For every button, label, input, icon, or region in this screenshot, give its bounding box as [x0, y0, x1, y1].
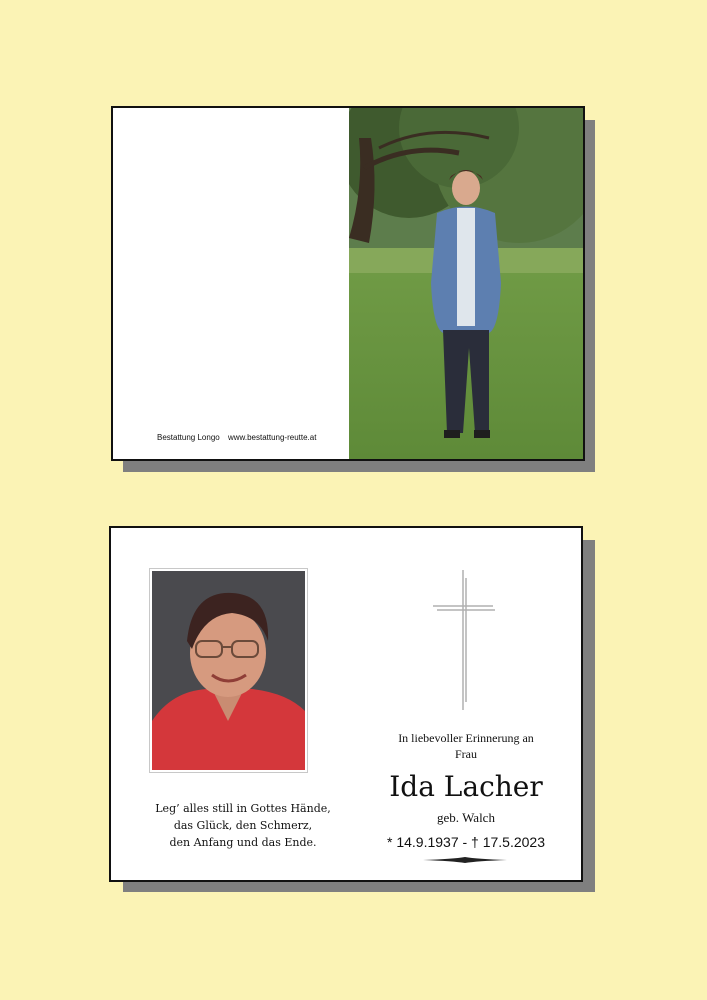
intro-line: In liebevoller Erinnerung an [398, 731, 534, 745]
poem-line: Leg’ alles still in Gottes Hände, [155, 802, 331, 815]
life-dates: * 14.9.1937 - † 17.5.2023 [386, 834, 546, 850]
card-footer [157, 433, 316, 442]
funeral-home-website: www.bestattung-reutte.at [227, 433, 317, 442]
cross-icon [431, 570, 497, 710]
maiden-name: geb. Walch [437, 810, 495, 825]
card-front [111, 106, 585, 461]
portrait-frame [149, 568, 308, 773]
poem-line: das Glück, den Schmerz, [173, 819, 313, 832]
card-inside [109, 526, 583, 882]
portrait-photo [152, 571, 305, 770]
memorial-poem [133, 800, 353, 851]
funeral-home-name: Bestattung Longo [157, 433, 220, 442]
standing-woman-photo [349, 108, 585, 461]
deceased-name: Ida Lacher [389, 770, 543, 803]
memorial-intro [361, 730, 571, 762]
ornament-divider-icon [423, 856, 507, 864]
poem-line: den Anfang und das Ende. [169, 836, 317, 849]
intro-title: Frau [455, 747, 477, 761]
